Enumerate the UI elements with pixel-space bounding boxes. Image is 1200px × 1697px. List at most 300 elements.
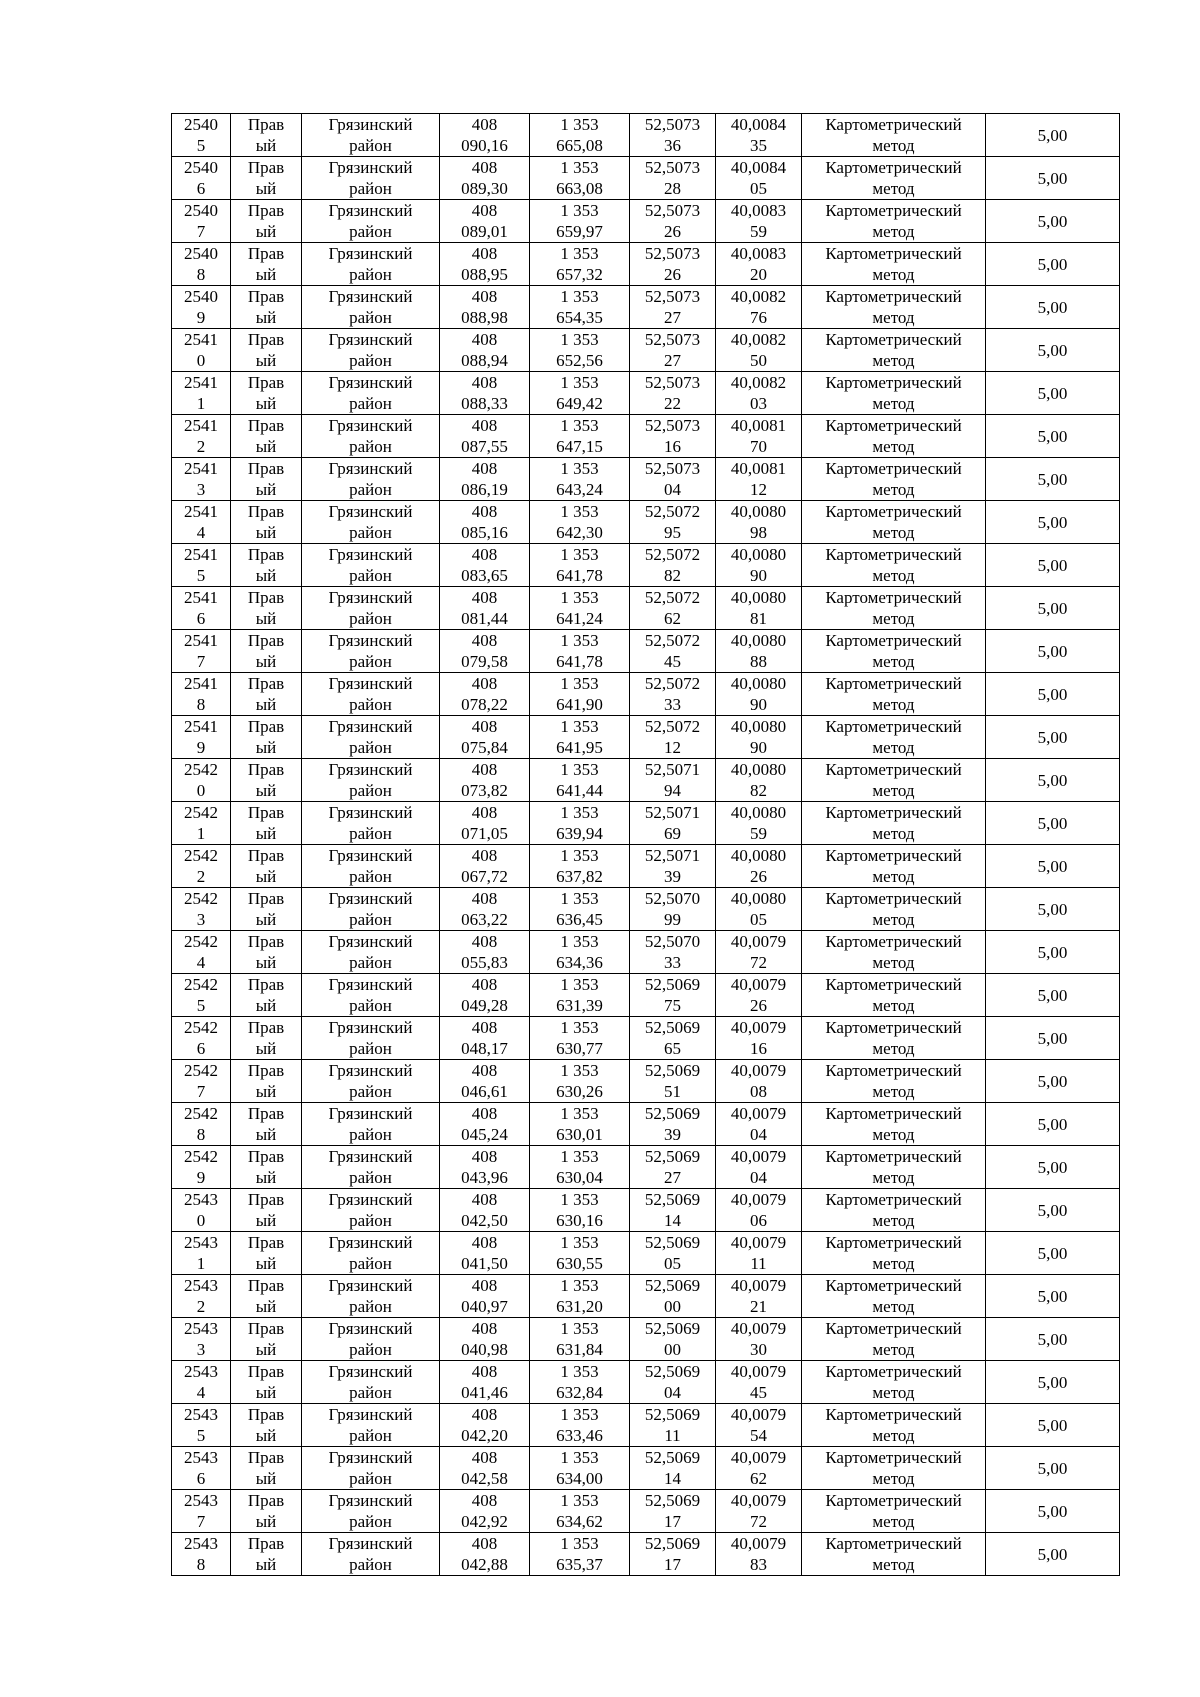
bank-side-part2: ый xyxy=(255,1383,277,1402)
method-part1: Картометрический xyxy=(825,330,962,349)
bank-side-part2: ый xyxy=(255,308,277,327)
point-number-part2: 3 xyxy=(196,480,206,499)
accuracy-cell xyxy=(986,372,1120,415)
bank-side-cell xyxy=(231,1060,302,1103)
x-coordinate-part2: 055,83 xyxy=(461,953,508,972)
x-coordinate-part1: 408 xyxy=(471,760,498,779)
latitude-part1: 52,5073 xyxy=(644,416,701,435)
latitude-part2: 00 xyxy=(664,1340,681,1359)
accuracy-value: 5,00 xyxy=(1037,1028,1068,1048)
bank-side-part2: ый xyxy=(255,1168,277,1187)
point-number-part2: 8 xyxy=(196,695,206,714)
x-coordinate-cell xyxy=(440,673,530,716)
point-number-part2: 4 xyxy=(196,953,206,972)
x-coordinate-part2: 083,65 xyxy=(461,566,508,585)
method-part1: Картометрический xyxy=(825,1276,962,1295)
point-number-part1: 2543 xyxy=(184,1276,218,1295)
latitude-part1: 52,5070 xyxy=(644,932,701,951)
bank-side-part1: Прав xyxy=(247,975,285,994)
x-coordinate-cell xyxy=(440,1275,530,1318)
latitude-part1: 52,5072 xyxy=(644,631,701,650)
method-part1: Картометрический xyxy=(825,1233,962,1252)
bank-side-part1: Прав xyxy=(247,545,285,564)
table-row xyxy=(172,286,1120,329)
longitude-cell xyxy=(716,372,802,415)
method-part1: Картометрический xyxy=(825,932,962,951)
x-coordinate-part1: 408 xyxy=(471,459,498,478)
latitude-part1: 52,5070 xyxy=(644,889,701,908)
point-number-part2: 5 xyxy=(196,996,206,1015)
x-coordinate-part2: 089,01 xyxy=(461,222,508,241)
latitude-part2: 17 xyxy=(664,1512,681,1531)
method-part2: метод xyxy=(872,781,915,800)
method-cell xyxy=(802,501,986,544)
longitude-part2: 62 xyxy=(750,1469,767,1488)
district-part2: район xyxy=(349,1125,392,1144)
x-coordinate-cell xyxy=(440,501,530,544)
longitude-cell xyxy=(716,1318,802,1361)
point-number-cell xyxy=(172,716,231,759)
latitude-cell xyxy=(630,1232,716,1275)
accuracy-value: 5,00 xyxy=(1037,1071,1068,1091)
point-number-cell xyxy=(172,1361,231,1404)
point-number-part1: 2542 xyxy=(184,803,218,822)
bank-side-part1: Прав xyxy=(247,373,285,392)
x-coordinate-part2: 040,97 xyxy=(461,1297,508,1316)
x-coordinate-part2: 043,96 xyxy=(461,1168,508,1187)
latitude-part2: 11 xyxy=(664,1426,681,1445)
longitude-cell xyxy=(716,200,802,243)
district-part1: Грязинский xyxy=(328,803,413,822)
district-part2: район xyxy=(349,308,392,327)
y-coordinate-cell xyxy=(530,458,630,501)
x-coordinate-part1: 408 xyxy=(471,1233,498,1252)
bank-side-part2: ый xyxy=(255,1512,277,1531)
y-coordinate-part1: 1 353 xyxy=(560,244,599,263)
y-coordinate-part1: 1 353 xyxy=(560,287,599,306)
district-cell xyxy=(302,1060,440,1103)
method-part2: метод xyxy=(872,1555,915,1574)
bank-side-cell xyxy=(231,1404,302,1447)
district-cell xyxy=(302,372,440,415)
bank-side-cell xyxy=(231,1189,302,1232)
method-part1: Картометрический xyxy=(825,1319,962,1338)
method-part1: Картометрический xyxy=(825,1018,962,1037)
latitude-cell xyxy=(630,458,716,501)
x-coordinate-cell xyxy=(440,1232,530,1275)
latitude-part2: 26 xyxy=(664,222,681,241)
bank-side-part1: Прав xyxy=(247,631,285,650)
bank-side-part1: Прав xyxy=(247,717,285,736)
point-number-part1: 2541 xyxy=(184,674,218,693)
y-coordinate-part1: 1 353 xyxy=(560,158,599,177)
accuracy-cell xyxy=(986,243,1120,286)
district-cell xyxy=(302,243,440,286)
latitude-part1: 52,5069 xyxy=(644,1147,701,1166)
point-number-part2: 7 xyxy=(196,1512,206,1531)
y-coordinate-cell xyxy=(530,1232,630,1275)
bank-side-part1: Прав xyxy=(247,1448,285,1467)
x-coordinate-part2: 048,17 xyxy=(461,1039,508,1058)
x-coordinate-part2: 081,44 xyxy=(461,609,508,628)
y-coordinate-cell xyxy=(530,630,630,673)
x-coordinate-part2: 073,82 xyxy=(461,781,508,800)
method-part2: метод xyxy=(872,609,915,628)
bank-side-part2: ый xyxy=(255,1082,277,1101)
bank-side-cell xyxy=(231,845,302,888)
point-number-part1: 2540 xyxy=(184,287,218,306)
method-cell xyxy=(802,673,986,716)
point-number-part2: 9 xyxy=(196,308,206,327)
y-coordinate-cell xyxy=(530,286,630,329)
longitude-part1: 40,0083 xyxy=(730,244,787,263)
point-number-part1: 2541 xyxy=(184,416,218,435)
bank-side-part1: Прав xyxy=(247,502,285,521)
y-coordinate-part1: 1 353 xyxy=(560,1448,599,1467)
latitude-part2: 69 xyxy=(664,824,681,843)
latitude-cell xyxy=(630,1533,716,1576)
method-part2: метод xyxy=(872,265,915,284)
table-row xyxy=(172,114,1120,157)
bank-side-part1: Прав xyxy=(247,1319,285,1338)
district-part2: район xyxy=(349,781,392,800)
table-row xyxy=(172,1017,1120,1060)
method-part1: Картометрический xyxy=(825,803,962,822)
district-part2: район xyxy=(349,480,392,499)
method-part1: Картометрический xyxy=(825,846,962,865)
accuracy-cell xyxy=(986,630,1120,673)
latitude-part1: 52,5073 xyxy=(644,373,701,392)
method-part1: Картометрический xyxy=(825,115,962,134)
x-coordinate-cell xyxy=(440,716,530,759)
table-row xyxy=(172,157,1120,200)
longitude-cell xyxy=(716,1017,802,1060)
x-coordinate-part1: 408 xyxy=(471,889,498,908)
accuracy-value: 5,00 xyxy=(1037,1157,1068,1177)
point-number-part1: 2542 xyxy=(184,1147,218,1166)
x-coordinate-cell xyxy=(440,759,530,802)
x-coordinate-cell xyxy=(440,1447,530,1490)
point-number-part2: 0 xyxy=(196,781,206,800)
latitude-part1: 52,5073 xyxy=(644,201,701,220)
bank-side-cell xyxy=(231,716,302,759)
accuracy-cell xyxy=(986,931,1120,974)
accuracy-cell xyxy=(986,501,1120,544)
x-coordinate-part1: 408 xyxy=(471,1061,498,1080)
district-part2: район xyxy=(349,910,392,929)
x-coordinate-part1: 408 xyxy=(471,1448,498,1467)
method-part2: метод xyxy=(872,824,915,843)
point-number-part1: 2541 xyxy=(184,459,218,478)
latitude-cell xyxy=(630,673,716,716)
y-coordinate-part1: 1 353 xyxy=(560,631,599,650)
method-part2: метод xyxy=(872,738,915,757)
district-part2: район xyxy=(349,695,392,714)
x-coordinate-part1: 408 xyxy=(471,1147,498,1166)
district-part2: район xyxy=(349,996,392,1015)
latitude-part1: 52,5069 xyxy=(644,1405,701,1424)
latitude-cell xyxy=(630,1103,716,1146)
district-cell xyxy=(302,673,440,716)
point-number-cell xyxy=(172,1404,231,1447)
latitude-cell xyxy=(630,1361,716,1404)
longitude-part1: 40,0080 xyxy=(730,760,787,779)
y-coordinate-part1: 1 353 xyxy=(560,1018,599,1037)
district-cell xyxy=(302,802,440,845)
accuracy-cell xyxy=(986,1361,1120,1404)
point-number-cell xyxy=(172,372,231,415)
longitude-cell xyxy=(716,759,802,802)
method-part2: метод xyxy=(872,1426,915,1445)
longitude-part1: 40,0079 xyxy=(730,1190,787,1209)
district-part1: Грязинский xyxy=(328,717,413,736)
latitude-cell xyxy=(630,630,716,673)
x-coordinate-part2: 042,50 xyxy=(461,1211,508,1230)
longitude-part1: 40,0080 xyxy=(730,545,787,564)
method-part1: Картометрический xyxy=(825,889,962,908)
point-number-cell xyxy=(172,458,231,501)
accuracy-value: 5,00 xyxy=(1037,899,1068,919)
bank-side-part2: ый xyxy=(255,1555,277,1574)
longitude-cell xyxy=(716,114,802,157)
y-coordinate-part2: 630,01 xyxy=(556,1125,603,1144)
x-coordinate-cell xyxy=(440,200,530,243)
district-part2: район xyxy=(349,1082,392,1101)
y-coordinate-cell xyxy=(530,888,630,931)
district-part1: Грязинский xyxy=(328,373,413,392)
point-number-part1: 2540 xyxy=(184,201,218,220)
x-coordinate-part1: 408 xyxy=(471,1276,498,1295)
longitude-part1: 40,0080 xyxy=(730,846,787,865)
method-cell xyxy=(802,544,986,587)
y-coordinate-part2: 663,08 xyxy=(556,179,603,198)
bank-side-part2: ый xyxy=(255,265,277,284)
y-coordinate-cell xyxy=(530,1490,630,1533)
x-coordinate-part2: 079,58 xyxy=(461,652,508,671)
method-part1: Картометрический xyxy=(825,1534,962,1553)
accuracy-cell xyxy=(986,845,1120,888)
point-number-cell xyxy=(172,1189,231,1232)
y-coordinate-cell xyxy=(530,759,630,802)
latitude-cell xyxy=(630,243,716,286)
bank-side-cell xyxy=(231,372,302,415)
longitude-cell xyxy=(716,974,802,1017)
x-coordinate-cell xyxy=(440,1146,530,1189)
longitude-cell xyxy=(716,286,802,329)
district-part2: район xyxy=(349,222,392,241)
point-number-part2: 5 xyxy=(196,136,206,155)
x-coordinate-cell xyxy=(440,802,530,845)
longitude-part1: 40,0079 xyxy=(730,1491,787,1510)
district-part2: район xyxy=(349,1254,392,1273)
point-number-cell xyxy=(172,1232,231,1275)
method-part2: метод xyxy=(872,222,915,241)
accuracy-value: 5,00 xyxy=(1037,727,1068,747)
point-number-part1: 2541 xyxy=(184,502,218,521)
point-number-cell xyxy=(172,931,231,974)
district-part1: Грязинский xyxy=(328,158,413,177)
bank-side-part1: Прав xyxy=(247,1233,285,1252)
y-coordinate-part2: 649,42 xyxy=(556,394,603,413)
y-coordinate-part1: 1 353 xyxy=(560,846,599,865)
accuracy-value: 5,00 xyxy=(1037,1372,1068,1392)
latitude-part1: 52,5069 xyxy=(644,1104,701,1123)
longitude-part2: 54 xyxy=(750,1426,767,1445)
y-coordinate-part1: 1 353 xyxy=(560,459,599,478)
longitude-part2: 08 xyxy=(750,1082,767,1101)
district-cell xyxy=(302,1490,440,1533)
accuracy-value: 5,00 xyxy=(1037,942,1068,962)
y-coordinate-cell xyxy=(530,114,630,157)
y-coordinate-part2: 647,15 xyxy=(556,437,603,456)
method-cell xyxy=(802,845,986,888)
district-part1: Грязинский xyxy=(328,1233,413,1252)
accuracy-value: 5,00 xyxy=(1037,297,1068,317)
accuracy-cell xyxy=(986,1146,1120,1189)
bank-side-part2: ый xyxy=(255,179,277,198)
accuracy-value: 5,00 xyxy=(1037,1286,1068,1306)
y-coordinate-part2: 659,97 xyxy=(556,222,603,241)
bank-side-part2: ый xyxy=(255,1469,277,1488)
method-part2: метод xyxy=(872,1082,915,1101)
x-coordinate-part1: 408 xyxy=(471,373,498,392)
longitude-part1: 40,0080 xyxy=(730,588,787,607)
y-coordinate-cell xyxy=(530,1361,630,1404)
bank-side-cell xyxy=(231,1146,302,1189)
district-part2: район xyxy=(349,1426,392,1445)
method-part2: метод xyxy=(872,1469,915,1488)
x-coordinate-part1: 408 xyxy=(471,803,498,822)
latitude-part2: 27 xyxy=(664,351,681,370)
point-number-part1: 2540 xyxy=(184,158,218,177)
method-cell xyxy=(802,630,986,673)
bank-side-part2: ый xyxy=(255,695,277,714)
district-part1: Грязинский xyxy=(328,1362,413,1381)
latitude-part2: 16 xyxy=(664,437,681,456)
method-cell xyxy=(802,587,986,630)
x-coordinate-part2: 046,61 xyxy=(461,1082,508,1101)
table-row xyxy=(172,415,1120,458)
district-part2: район xyxy=(349,953,392,972)
bank-side-cell xyxy=(231,415,302,458)
accuracy-value: 5,00 xyxy=(1037,1501,1068,1521)
district-cell xyxy=(302,286,440,329)
accuracy-cell xyxy=(986,1447,1120,1490)
accuracy-value: 5,00 xyxy=(1037,125,1068,145)
x-coordinate-part2: 088,98 xyxy=(461,308,508,327)
latitude-cell xyxy=(630,974,716,1017)
bank-side-part2: ый xyxy=(255,609,277,628)
table-row xyxy=(172,1060,1120,1103)
y-coordinate-part2: 631,39 xyxy=(556,996,603,1015)
district-cell xyxy=(302,1189,440,1232)
y-coordinate-cell xyxy=(530,587,630,630)
bank-side-part1: Прав xyxy=(247,760,285,779)
x-coordinate-part1: 408 xyxy=(471,717,498,736)
point-number-part2: 5 xyxy=(196,1426,206,1445)
x-coordinate-part1: 408 xyxy=(471,330,498,349)
y-coordinate-part2: 641,90 xyxy=(556,695,603,714)
x-coordinate-cell xyxy=(440,1189,530,1232)
x-coordinate-part1: 408 xyxy=(471,201,498,220)
latitude-cell xyxy=(630,1017,716,1060)
point-number-cell xyxy=(172,1060,231,1103)
latitude-part1: 52,5069 xyxy=(644,975,701,994)
bank-side-part1: Прав xyxy=(247,158,285,177)
method-cell xyxy=(802,1189,986,1232)
longitude-part1: 40,0079 xyxy=(730,932,787,951)
x-coordinate-part2: 049,28 xyxy=(461,996,508,1015)
method-part2: метод xyxy=(872,566,915,585)
point-number-part2: 8 xyxy=(196,1555,206,1574)
bank-side-part1: Прав xyxy=(247,932,285,951)
bank-side-part1: Прав xyxy=(247,846,285,865)
method-part2: метод xyxy=(872,136,915,155)
longitude-part2: 90 xyxy=(750,566,767,585)
district-part1: Грязинский xyxy=(328,115,413,134)
latitude-part2: 33 xyxy=(664,695,681,714)
x-coordinate-part2: 087,55 xyxy=(461,437,508,456)
point-number-cell xyxy=(172,114,231,157)
longitude-part2: 16 xyxy=(750,1039,767,1058)
longitude-part2: 59 xyxy=(750,824,767,843)
x-coordinate-cell xyxy=(440,1404,530,1447)
district-cell xyxy=(302,888,440,931)
y-coordinate-part1: 1 353 xyxy=(560,1534,599,1553)
longitude-part2: 72 xyxy=(750,1512,767,1531)
point-number-part2: 7 xyxy=(196,652,206,671)
x-coordinate-part1: 408 xyxy=(471,1319,498,1338)
point-number-cell xyxy=(172,587,231,630)
longitude-part1: 40,0079 xyxy=(730,1362,787,1381)
y-coordinate-cell xyxy=(530,974,630,1017)
latitude-cell xyxy=(630,415,716,458)
bank-side-part2: ый xyxy=(255,480,277,499)
accuracy-value: 5,00 xyxy=(1037,684,1068,704)
point-number-part1: 2542 xyxy=(184,1018,218,1037)
method-part1: Картометрический xyxy=(825,373,962,392)
latitude-part2: 65 xyxy=(664,1039,681,1058)
bank-side-cell xyxy=(231,114,302,157)
longitude-cell xyxy=(716,544,802,587)
longitude-cell xyxy=(716,931,802,974)
district-cell xyxy=(302,630,440,673)
table-row xyxy=(172,1318,1120,1361)
district-part1: Грязинский xyxy=(328,330,413,349)
district-cell xyxy=(302,1318,440,1361)
longitude-part1: 40,0079 xyxy=(730,1233,787,1252)
y-coordinate-cell xyxy=(530,1318,630,1361)
longitude-part1: 40,0083 xyxy=(730,201,787,220)
method-cell xyxy=(802,415,986,458)
point-number-cell xyxy=(172,200,231,243)
table-row xyxy=(172,1361,1120,1404)
latitude-part1: 52,5073 xyxy=(644,287,701,306)
method-cell xyxy=(802,1404,986,1447)
accuracy-cell xyxy=(986,888,1120,931)
x-coordinate-cell xyxy=(440,157,530,200)
x-coordinate-part2: 075,84 xyxy=(461,738,508,757)
y-coordinate-part1: 1 353 xyxy=(560,760,599,779)
method-part1: Картометрический xyxy=(825,1190,962,1209)
longitude-part1: 40,0079 xyxy=(730,1276,787,1295)
point-number-cell xyxy=(172,157,231,200)
bank-side-cell xyxy=(231,802,302,845)
y-coordinate-cell xyxy=(530,1060,630,1103)
bank-side-part1: Прав xyxy=(247,1018,285,1037)
district-part1: Грязинский xyxy=(328,889,413,908)
latitude-cell xyxy=(630,1060,716,1103)
